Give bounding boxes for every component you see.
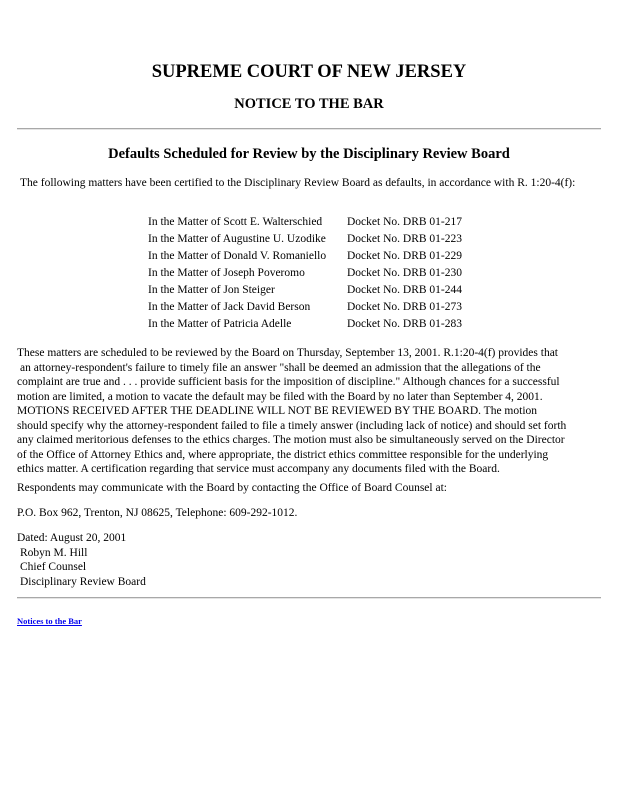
schedule-paragraph — [17, 346, 601, 477]
notice-title: NOTICE TO THE BAR — [234, 96, 384, 112]
matter-row — [148, 214, 477, 231]
matter-docket: Docket No. DRB 01-273 — [347, 301, 462, 313]
matter-docket: Docket No. DRB 01-223 — [347, 233, 462, 245]
bottom-divider — [17, 597, 601, 599]
paragraph-line: should specify why the attorney-respondent failed to file a timely answer (including lack of notice) and should set forth — [17, 419, 567, 432]
paragraph-line: complaint are true and . . . provide sufficient basis for the imposition of discipline." Although chances for a successful — [17, 376, 560, 388]
matter-docket: Docket No. DRB 01-229 — [347, 250, 462, 262]
top-divider — [17, 128, 601, 130]
signature-name: Robyn M. Hill — [20, 546, 88, 559]
matter-name: In the Matter of Jon Steiger — [148, 284, 275, 296]
matter-row — [148, 282, 477, 299]
matter-name: In the Matter of Jack David Berson — [148, 301, 311, 313]
matter-name: In the Matter of Donald V. Romaniello — [148, 250, 327, 262]
matter-row — [148, 299, 477, 316]
matter-docket: Docket No. DRB 01-283 — [347, 318, 462, 330]
paragraph-line: ethics matter. A certification regarding that service must accompany any documents filed with the Board. — [17, 463, 500, 475]
respondents-paragraph: Respondents may communicate with the Board by contacting the Office of Board Counsel at: — [17, 482, 447, 494]
signature-date: Dated: August 20, 2001 — [17, 532, 127, 544]
matter-row — [148, 248, 477, 265]
matter-docket: Docket No. DRB 01-244 — [347, 284, 462, 296]
paragraph-line: motion are limited, a motion to vacate the default may be filed with the Board by no later than September 4, 2001. — [17, 390, 543, 403]
paragraph-line: These matters are scheduled to be reviewed by the Board on Thursday, September 13, 2001. R.1:20-4(f) provides that — [17, 347, 558, 359]
matter-row — [148, 316, 477, 333]
court-title: SUPREME COURT OF NEW JERSEY — [151, 62, 467, 82]
matter-name: In the Matter of Scott E. Walterschied — [148, 216, 323, 228]
matter-name: In the Matter of Augustine U. Uzodike — [148, 233, 326, 245]
matter-docket: Docket No. DRB 01-230 — [347, 267, 462, 279]
matters-list — [148, 214, 477, 333]
matter-row — [148, 231, 477, 248]
matter-name: In the Matter of Patricia Adelle — [148, 318, 292, 330]
notices-to-the-bar-link[interactable]: Notices to the Bar — [17, 616, 82, 626]
signature-title: Chief Counsel — [20, 561, 87, 573]
paragraph-line: an attorney-respondent's failure to timely file an answer "shall be deemed an admission that the allegations of the — [20, 361, 541, 374]
matter-docket: Docket No. DRB 01-217 — [347, 216, 462, 228]
address-line: P.O. Box 962, Trenton, NJ 08625, Telephone: 609-292-1012. — [17, 507, 298, 519]
intro-paragraph: The following matters have been certified to the Disciplinary Review Board as defaults, in accordance with R. 1:20-4(f): — [20, 177, 576, 189]
paragraph-line: of the Office of Attorney Ethics and, where appropriate, the district ethics committee responsible for the underlying — [17, 448, 549, 461]
section-title: Defaults Scheduled for Review by the Disciplinary Review Board — [108, 146, 510, 162]
matter-name: In the Matter of Joseph Poveromo — [148, 267, 305, 279]
paragraph-line: any claimed meritorious defenses to the ethics charges. The motion must also be simultaneously served on the Director — [17, 434, 565, 446]
signature-block — [17, 531, 146, 589]
matter-row — [148, 265, 477, 282]
paragraph-line: MOTIONS RECEIVED AFTER THE DEADLINE WILL NOT BE REVIEWED BY THE BOARD. The motion — [17, 405, 538, 417]
signature-board: Disciplinary Review Board — [20, 575, 146, 588]
